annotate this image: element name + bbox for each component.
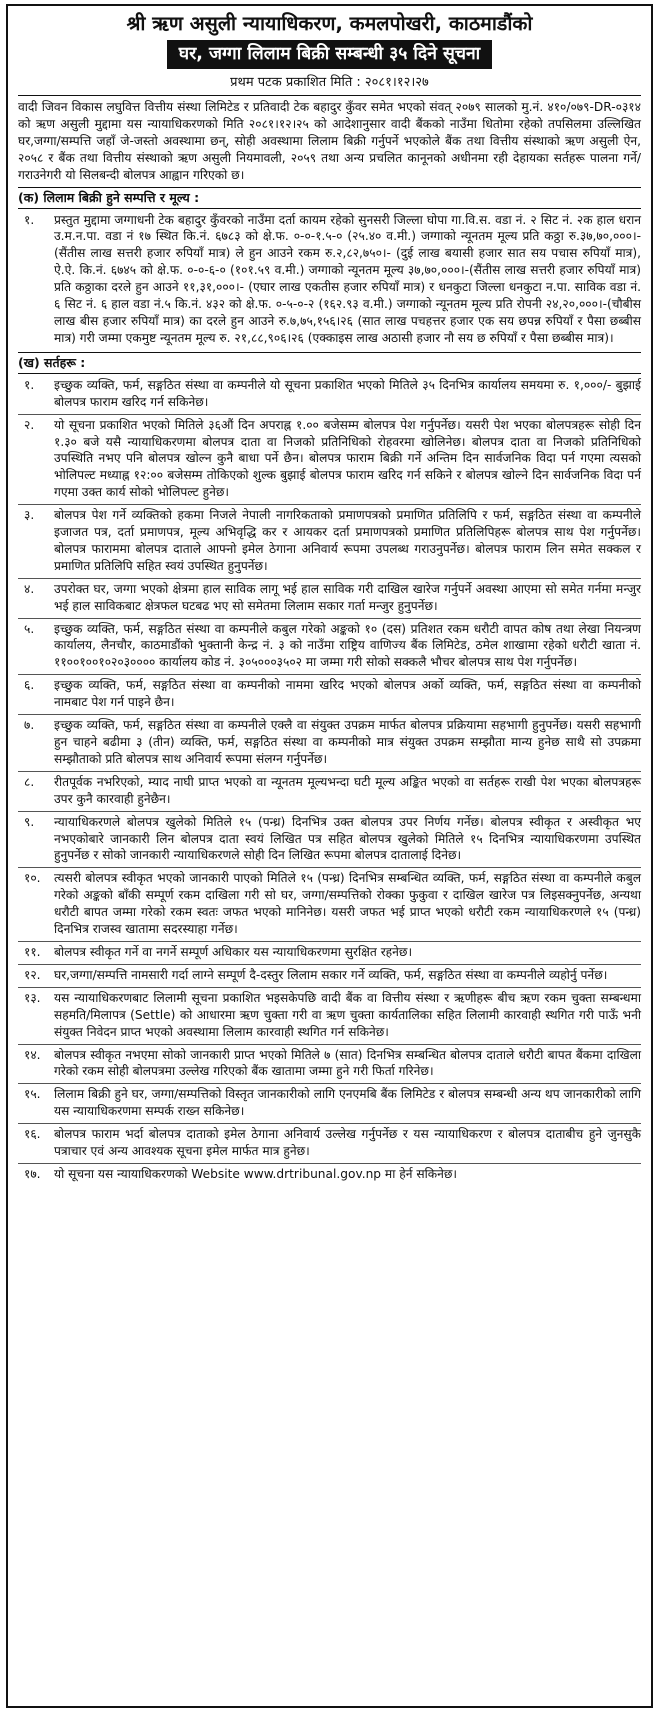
list-item [18, 988, 641, 1045]
list-item [18, 942, 641, 965]
item-number: ६. [24, 678, 35, 693]
item-number: १. [24, 377, 35, 392]
item-text: रीतपूर्वक नभरिएको, म्याद नाघी प्राप्त भएको वा न्यूनतम मूल्यभन्दा घटी मूल्य अङ्कित भएको वा सर्तहरू राखी पेश भएका बोलपत्रहरू उपर कुनै कारवाही हुनेछैन। [54, 774, 641, 806]
list-item [18, 619, 641, 676]
item-text: बोलपत्र स्वीकृत गर्ने वा नगर्ने सम्पूर्ण अधिकार यस न्यायाधिकरणमा सुरक्षित रहनेछ। [54, 944, 413, 959]
item-number: १३. [24, 990, 41, 1005]
section-b-list [18, 375, 641, 1186]
list-item [18, 675, 641, 715]
publication-date: प्रथम पटक प्रकाशित मिति : २०८१।१२।२७ [18, 72, 641, 96]
section-a-list [18, 210, 641, 350]
item-text: इच्छुक व्यक्ति, फर्म, सङ्गठित संस्था वा कम्पनीले यो सूचना प्रकाशित भएको मितिले ३५ दिनभित्र कार्यालय समयमा रु. १,०००/- बुझाई बोलपत्र फाराम खरिद गर्न सकिनेछ। [54, 377, 641, 409]
item-text: उपरोक्त घर, जग्गा भएको क्षेत्रमा हाल साविक लागू भई हाल साविक गरी दाखिल खारेज गर्नुपर्ने अवस्था आएमा सो समेत गर्नमा मन्जुर भई हाल साविकबाट क्षेत्रफल घटबढ भए सो समेतमा लिलाम सकार गर्ता मन्जुर हुनुपर्नेछ। [54, 581, 641, 613]
item-text: घर,जग्गा/सम्पत्ति नामसारी गर्दा लाग्ने सम्पूर्ण दै-दस्तुर लिलाम सकार गर्ने व्यक्ति, फर्म, सङ्गठित संस्था वा कम्पनीले व्यहोर्नु पर्नेछ। [54, 967, 608, 982]
item-text: यो सूचना यस न्यायाधिकरणको Website www.drtribunal.gov.np मा हेर्न सकिनेछ। [54, 1166, 458, 1181]
item-text: यो सूचना प्रकाशित भएको मितिले ३६औं दिन अपराह्न १.०० बजेसम्म बोलपत्र पेश गर्नुपर्नेछ। यसरी पेश भएका बोलपत्रहरू सोही दिन १.३० बजे यसै न्यायाधिकरणमा बोलपत्र दाता वा निजको प्रतिनिधिको रोहवरमा खोलिनेछ। बोलपत्र दाता वा निजको प्रतिनिधिको उपस्थिति नभए पनि बोलपत्र खोल्न कुनै बाधा पर्ने छैन। बोलपत्र फाराम बिक्री गर्ने अन्तिम दिन सार्वजनिक विदा पर्न गएमा त्यसको भोलिपल्ट मध्याह्न १२:०० बजेसम्म तोकिएको शुल्क बुझाई बोलपत्र फाराम खरिद गर्न सकिने र बोलपत्र खोल्ने दिन सार्वजनिक विदा पर्न गएमा उक्त कार्य सोको भोलिपल्ट हुनेछ। [54, 417, 641, 500]
item-text: बोलपत्र पेश गर्ने व्यक्तिको हकमा निजले नेपाली नागरिकताको प्रमाणपत्रको प्रमाणित प्रतिलिपि र फर्म, सङ्गठित संस्था वा कम्पनीले इजाजत पत्र, दर्ता प्रमाणपत्र, मूल्य अभिवृद्धि कर र आयकर दर्ता प्रमाणपत्रको प्रमाणित प्रतिलिपिहरू बोलपत्र साथ पेश गर्नुपर्नेछ। बोलपत्र फाराममा बोलपत्र दाताले आफ्नो इमेल ठेगाना अनिवार्य रूपमा उपलब्ध गराउनुपर्नेछ। बोलपत्र फाराम लिन समेत सक्कल र प्रमाणित प्रतिलिपि सहित स्वयं उपस्थित हुनुपर्नेछ। [54, 508, 641, 573]
list-item [18, 965, 641, 988]
item-number: ४. [24, 581, 35, 596]
item-number: १०. [24, 871, 41, 886]
title-band [18, 40, 641, 69]
item-text: बोलपत्र फाराम भर्दा बोलपत्र दाताको इमेल ठेगाना अनिवार्य उल्लेख गर्नुपर्नेछ र यस न्यायाधिकरण र बोलपत्र दाताबीच हुने जुनसुकै पत्राचार एवं अन्य आवश्यक सूचना इमेल मार्फत मात्र हुनेछ। [54, 1127, 641, 1159]
office-name: श्री ऋण असुली न्यायाधिकरण, कमलपोखरी, काठमाडौंको [126, 12, 533, 35]
item-number: २. [24, 417, 35, 432]
item-number: १४. [24, 1047, 41, 1062]
list-item [18, 505, 641, 579]
item-text: इच्छुक व्यक्ति, फर्म, सङ्गठित संस्था वा कम्पनीको नाममा खरिद भएको बोलपत्र अर्को व्यक्ति, फर्म, सङ्गठित संस्था वा कम्पनीको नामबाट पेश गर्न पाइने छैन। [54, 678, 641, 710]
list-item [18, 579, 641, 619]
item-text: इच्छुक व्यक्ति, फर्म, सङ्गठित संस्था वा कम्पनीले एक्लै वा संयुक्त उपक्रम मार्फत बोलपत्र प्रक्रियामा सहभागी हुनुपर्नेछ। यसरी सहभागी हुन चाहने बढीमा ३ (तीन) व्यक्ति, फर्म, सङ्गठित संस्था वा कम्पनीको मात्र संयुक्त उपक्रम सम्झौता मान्य हुनेछ साथै सो उपक्रमा सम्झौताको प्रति बोलपत्र साथ अनिवार्य रूपमा संलग्न गर्नुपर्नेछ। [54, 718, 641, 766]
item-number: ५. [24, 621, 35, 636]
list-item [18, 375, 641, 415]
item-number: १२. [24, 967, 41, 982]
list-item [18, 415, 641, 506]
item-text: इच्छुक व्यक्ति, फर्म, सङ्गठित संस्था वा कम्पनीले कबुल गरेको अङ्कको १० (दस) प्रतिशत रकम धरौटी वापत कोष तथा लेखा नियन्त्रण कार्यालय, लैनचौर, काठमाडौंको भुक्तानी केन्द्र नं. ३ को नाउँमा राष्ट्रिय वाणिज्य बैंक लिमिटेड, ठमेल शाखामा रहेको धरौटी खाता नं. ११००१००१०२०३०००० कार्यालय कोड नं. ३०५०००३५०२ मा जम्मा गरी सोको सक्कलै भौचर बोलपत्र साथ पेश गर्नुपर्नेछ। [54, 621, 641, 670]
item-number: ११. [24, 944, 41, 959]
item-number: १. [24, 212, 35, 227]
item-text: प्रस्तुत मुद्दामा जग्गाधनी टेक बहादुर कुँवरको नाउँमा दर्ता कायम रहेको सुनसरी जिल्ला घोपा गा.वि.स. वडा नं. २ सिट नं. २क हाल धरान उ.म.न.पा. वडा नं १७ स्थित कि.नं. ६७८३ को क्षे.फ. ०-०-१.५-० (२५.४० व.मी.) जग्गाको न्यूनतम मूल्य प्रति कठ्ठा रु.३७,७०,०००।-(सैंतीस लाख सत्तरी हजार रुपियाँ मात्र) ले हुन आउने रकम रु.२,८२,७५०।- (दुई लाख बयासी हजार सात सय पचास रुपियाँ मात्र), ऐ.ऐ. कि.नं. ६७४५ को क्षे.फ. ०-०-६-० (१०१.५९ व.मी.) जग्गाको न्यूनतम मूल्य ३७,७०,०००।-(सैंतीस लाख सत्तरी हजार रुपियाँ मात्र) प्रति कठ्ठाका दरले हुन आउने ११,३१,०००।- (एघार लाख एकतीस हजार रुपियाँ मात्र) र धनकुटा जिल्ला धनकुटा न.पा. साविक वडा नं. ६ सिट नं. ६ हाल वडा नं.५ कि.नं. ४३२ को क्षे.फ. ०-५-०-२ (१६२.९३ व.मी.) जग्गाको न्यूनतम मूल्य प्रति रोपनी २४,२०,०००।-(चौबीस लाख बीस हजार रुपियाँ मात्र) का दरले हुन आउने रु.७,७५,१५६।२६ (सात लाख पचहत्तर हजार एक सय छपन्न रुपियाँ र पैसा छब्बीस मात्र) गरी जम्मा एकमुष्ट न्यूनतम मूल्य रु. २१,८८,९०६।२६ (एक्काइस लाख अठासी हजार नौ सय छ रुपियाँ र पैसा छब्बीस मात्र)। [54, 212, 641, 345]
list-item [18, 1124, 641, 1164]
item-text: लिलाम बिक्री हुने घर, जग्गा/सम्पत्तिको विस्तृत जानकारीको लागि एनएमबि बैंक लिमिटेड र बोलपत्र सम्बन्धी अन्य थप जानकारीको लागि यस न्यायाधिकरणमा सम्पर्क राख्न सकिनेछ। [54, 1087, 641, 1119]
list-item [18, 772, 641, 812]
item-text: त्यसरी बोलपत्र स्वीकृत भएको जानकारी पाएको मितिले १५ (पन्ध्र) दिनभित्र सम्बन्धित व्यक्ति, फर्म, सङ्गठित संस्था वा कम्पनीले कबुल गरेको अङ्कको बाँकी सम्पूर्ण रकम दाखिला गरी सो घर, जग्गा/सम्पत्तिको रोक्का फुकुवा र दाखिल खारेज पत्र लिइसक्नुपर्नेछ, अन्यथा धरौटी बापत जम्मा गरेको रकम स्वतः जफत भएको मानिनेछ। यसरी जफत भई प्राप्त भएको धरौटी रकम न्यायाधिकरणले १५ (पन्ध्र) दिनभित्र राजस्व खातामा सदरस्याहा गर्नेछ। [54, 871, 641, 937]
list-item [18, 210, 641, 350]
section-b-heading: (ख) सर्तहरू : [18, 352, 641, 374]
item-number: १७. [24, 1166, 41, 1181]
auction-notice [6, 4, 653, 1708]
item-number: ८. [24, 774, 35, 789]
item-number: १६. [24, 1127, 41, 1142]
item-number: १५. [24, 1087, 41, 1102]
item-number: ७. [24, 718, 35, 733]
item-number: ३. [24, 508, 35, 523]
item-text: बोलपत्र स्वीकृत नभएमा सोको जानकारी प्राप्त भएको मितिले ७ (सात) दिनभित्र सम्बन्धित बोलपत्र दाताले धरौटी बापत बैंकमा दाखिला गरेको रकम सोही बोलपत्रमा उल्लेख गरिएको बैंक खातामा जम्मा हुने गरी फिर्ता गरिनेछ। [54, 1047, 641, 1079]
list-item [18, 715, 641, 772]
item-text: यस न्यायाधिकरणबाट लिलामी सूचना प्रकाशित भइसकेपछि वादी बैंक वा वित्तीय संस्था र ऋणीहरू बीच ऋण रकम चुक्ता सम्बन्धमा सहमति/मिलापत्र (Settle) को आधारमा ऋण चुक्ता गरी वा ऋण चुक्ता कार्यतालिका सहित लिलामी कारवाही स्थगित गरी पाऊँ भनी संयुक्त निवेदन प्राप्त भएको अवस्थामा लिलाम कारवाही स्थगित गर्न सकिनेछ। [54, 990, 641, 1039]
list-item [18, 1045, 641, 1085]
item-text: न्यायाधिकरणले बोलपत्र खुलेको मितिले १५ (पन्ध्र) दिनभित्र उक्त बोलपत्र उपर निर्णय गर्नेछ। बोलपत्र स्वीकृत र अस्वीकृत भए नभएकोबारे जानकारी लिन बोलपत्र दाता स्वयं लिखित पत्र सहित बोलपत्र खुलेको मितिले १५ दिनभित्र न्यायाधिकरणमा उपस्थित हुनुपर्नेछ र सोको जानकारी न्यायाधिकरणले सोही दिन लिखित रूपमा बोलपत्र दातालाई दिनेछ। [54, 814, 641, 863]
item-number: ९. [24, 814, 35, 829]
list-item [18, 812, 641, 869]
section-a-heading: (क) लिलाम बिक्री हुने सम्पत्ति र मूल्य : [18, 187, 641, 209]
notice-title: घर, जग्गा लिलाम बिक्री सम्बन्धी ३५ दिने सूचना [167, 40, 492, 69]
list-item [18, 868, 641, 942]
list-item [18, 1164, 641, 1186]
list-item [18, 1084, 641, 1124]
intro-paragraph: वादी जिवन विकास लघुवित्त वित्तीय संस्था लिमिटेड र प्रतिवादी टेक बहादुर कुँवर समेत भएको संवत् २०७९ सालको मु.नं. ४१०/०७९-DR-०३१४ को ऋण असुली मुद्दामा यस न्यायाधिकरणको मिति २०८१।१२।२५ को आदेशानुसार वादी बैंकको नाउँमा धितोमा रहेको तपसिलमा उल्लिखित घर,जग्गा/सम्पत्ति जहाँ जे-जस्तो अवस्थामा छन्, सोही अवस्थामा लिलाम बिक्री गर्नुपर्ने भएकोले बैंक तथा वित्तीय संस्थाको ऋण असुली ऐन, २०५८ र बैंक तथा वित्तीय संस्थाको ऋण असुली नियमावली, २०५९ तथा अन्य प्रचलित कानूनको अधीनमा रही देहायका सर्तहरू पालना गर्ने/गराउनेगरी यो सिलबन्दी बोलपत्र आह्वान गरिएको छ। [18, 100, 641, 182]
